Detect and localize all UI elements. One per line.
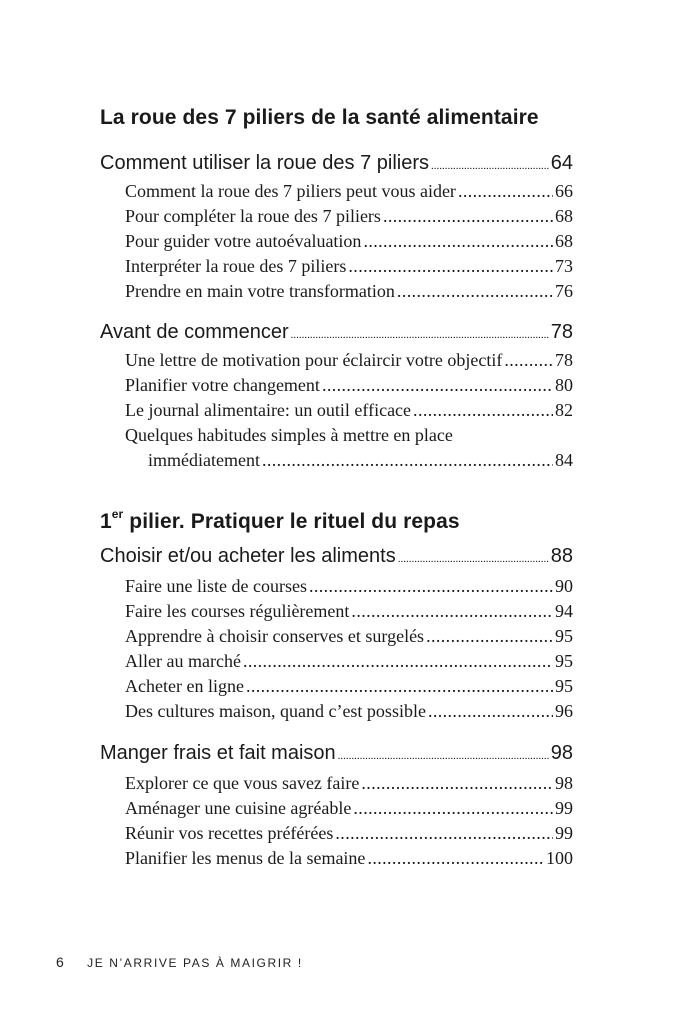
entry-title: Faire les courses régulièrement <box>125 601 350 621</box>
toc-entry[interactable] <box>125 798 573 819</box>
entry-title: Réunir vos recettes préférées <box>125 823 334 843</box>
toc-chapter[interactable] <box>100 742 573 765</box>
page-number: 96 <box>555 701 573 721</box>
toc-entry[interactable] <box>125 848 573 869</box>
page-number: 95 <box>555 676 573 696</box>
page-footer <box>56 954 303 970</box>
entry-title: Une lettre de motivation pour éclaircir votre objectif <box>125 350 503 370</box>
entry-title: Acheter en ligne <box>125 676 244 696</box>
toc-entry[interactable] <box>125 350 573 371</box>
leader-dots <box>351 601 553 622</box>
leader-dots <box>383 206 553 227</box>
footer-page-number: 6 <box>56 954 64 970</box>
leader-dots <box>335 823 553 844</box>
leader-dots <box>413 400 553 421</box>
toc-entry[interactable] <box>125 823 573 844</box>
page-number: 100 <box>546 848 573 868</box>
leader-dots <box>309 576 553 597</box>
page-number: 88 <box>550 545 573 567</box>
toc-entry[interactable] <box>125 576 573 597</box>
leader-dots <box>262 450 553 471</box>
page-number: 80 <box>555 375 573 395</box>
toc-entry[interactable] <box>148 450 573 471</box>
part-number-suffix: er <box>111 507 124 521</box>
leader-dots <box>348 256 553 277</box>
leader-dots <box>426 626 553 647</box>
leader-dots <box>361 773 553 794</box>
chapter-title: Comment utiliser la roue des 7 piliers <box>100 152 430 174</box>
page-number: 64 <box>550 152 573 174</box>
leader-dots <box>504 350 553 371</box>
chapter-title: Manger frais et fait maison <box>100 742 336 764</box>
toc-entry[interactable] <box>125 651 573 672</box>
page-number: 82 <box>555 400 573 420</box>
entry-title: Prendre en main votre transformation <box>125 281 395 301</box>
leader-dots <box>398 553 549 565</box>
toc-entry[interactable] <box>125 375 573 396</box>
leader-dots <box>338 750 549 762</box>
entry-title: Aller au marché <box>125 651 241 671</box>
leader-dots <box>291 329 549 341</box>
part-title: La roue des 7 piliers de la santé alimentaire <box>100 106 539 129</box>
page-number: 73 <box>555 256 573 276</box>
toc-entry[interactable] <box>125 256 573 277</box>
entry-title: Interpréter la roue des 7 piliers <box>125 256 347 276</box>
entry-title: Des cultures maison, quand c’est possible <box>125 701 426 721</box>
entry-title-line2: immédiatement <box>148 450 260 470</box>
entry-title: Explorer ce que vous savez faire <box>125 773 360 793</box>
page-number: 98 <box>555 773 573 793</box>
page-number: 68 <box>555 231 573 251</box>
part-title-text: pilier. Pratiquer le rituel du repas <box>123 510 460 533</box>
page-number: 90 <box>555 576 573 596</box>
leader-dots <box>322 375 553 396</box>
entry-title: Aménager une cuisine agréable <box>125 798 352 818</box>
part-number: 1 <box>100 510 112 533</box>
page-number: 68 <box>555 206 573 226</box>
toc-entry[interactable] <box>125 676 573 697</box>
leader-dots <box>428 701 553 722</box>
toc-entry[interactable] <box>125 701 573 722</box>
page-number: 94 <box>555 601 573 621</box>
leader-dots <box>353 798 553 819</box>
leader-dots <box>367 848 544 869</box>
toc-chapter[interactable] <box>100 545 573 568</box>
toc-entry[interactable] <box>125 281 573 302</box>
chapter-title: Avant de commencer <box>100 321 289 343</box>
leader-dots <box>431 160 549 172</box>
page-number: 95 <box>555 626 573 646</box>
leader-dots <box>363 231 553 252</box>
page-number: 95 <box>555 651 573 671</box>
toc-entry[interactable] <box>125 400 573 421</box>
page-number: 78 <box>555 350 573 370</box>
entry-title: Planifier votre changement <box>125 375 320 395</box>
part-title <box>100 509 580 534</box>
entry-title: Pour compléter la roue des 7 piliers <box>125 206 381 226</box>
page-number: 99 <box>555 798 573 818</box>
running-title: JE N’ARRIVE PAS À MAIGRIR ! <box>87 956 303 970</box>
toc-entry[interactable] <box>125 626 573 647</box>
entry-title: Faire une liste de courses <box>125 576 307 596</box>
entry-title: Le journal alimentaire: un outil efficace <box>125 400 412 420</box>
toc-entry[interactable] <box>125 206 573 227</box>
toc-chapter[interactable] <box>100 321 573 344</box>
entry-title: Comment la roue des 7 piliers peut vous aider <box>125 181 456 201</box>
toc-chapter[interactable] <box>100 152 573 175</box>
leader-dots <box>243 651 553 672</box>
entry-title: Pour guider votre autoévaluation <box>125 231 362 251</box>
leader-dots <box>397 281 553 302</box>
toc-entry[interactable] <box>125 231 573 252</box>
toc-entry[interactable] <box>125 181 573 202</box>
entry-title: Apprendre à choisir conserves et surgelés <box>125 626 425 646</box>
page-number: 84 <box>555 450 573 470</box>
leader-dots <box>246 676 553 697</box>
page-number: 99 <box>555 823 573 843</box>
page-number: 76 <box>555 281 573 301</box>
page-number: 78 <box>550 321 573 343</box>
chapter-title: Choisir et/ou acheter les aliments <box>100 545 396 567</box>
toc-entry[interactable] <box>125 773 573 794</box>
entry-title-line1[interactable]: Quelques habitudes simples à mettre en place <box>125 425 453 445</box>
entry-title: Planifier les menus de la semaine <box>125 848 366 868</box>
leader-dots <box>458 181 553 202</box>
page-number: 66 <box>555 181 573 201</box>
toc-entry[interactable] <box>125 601 573 622</box>
page-number: 98 <box>550 742 573 764</box>
